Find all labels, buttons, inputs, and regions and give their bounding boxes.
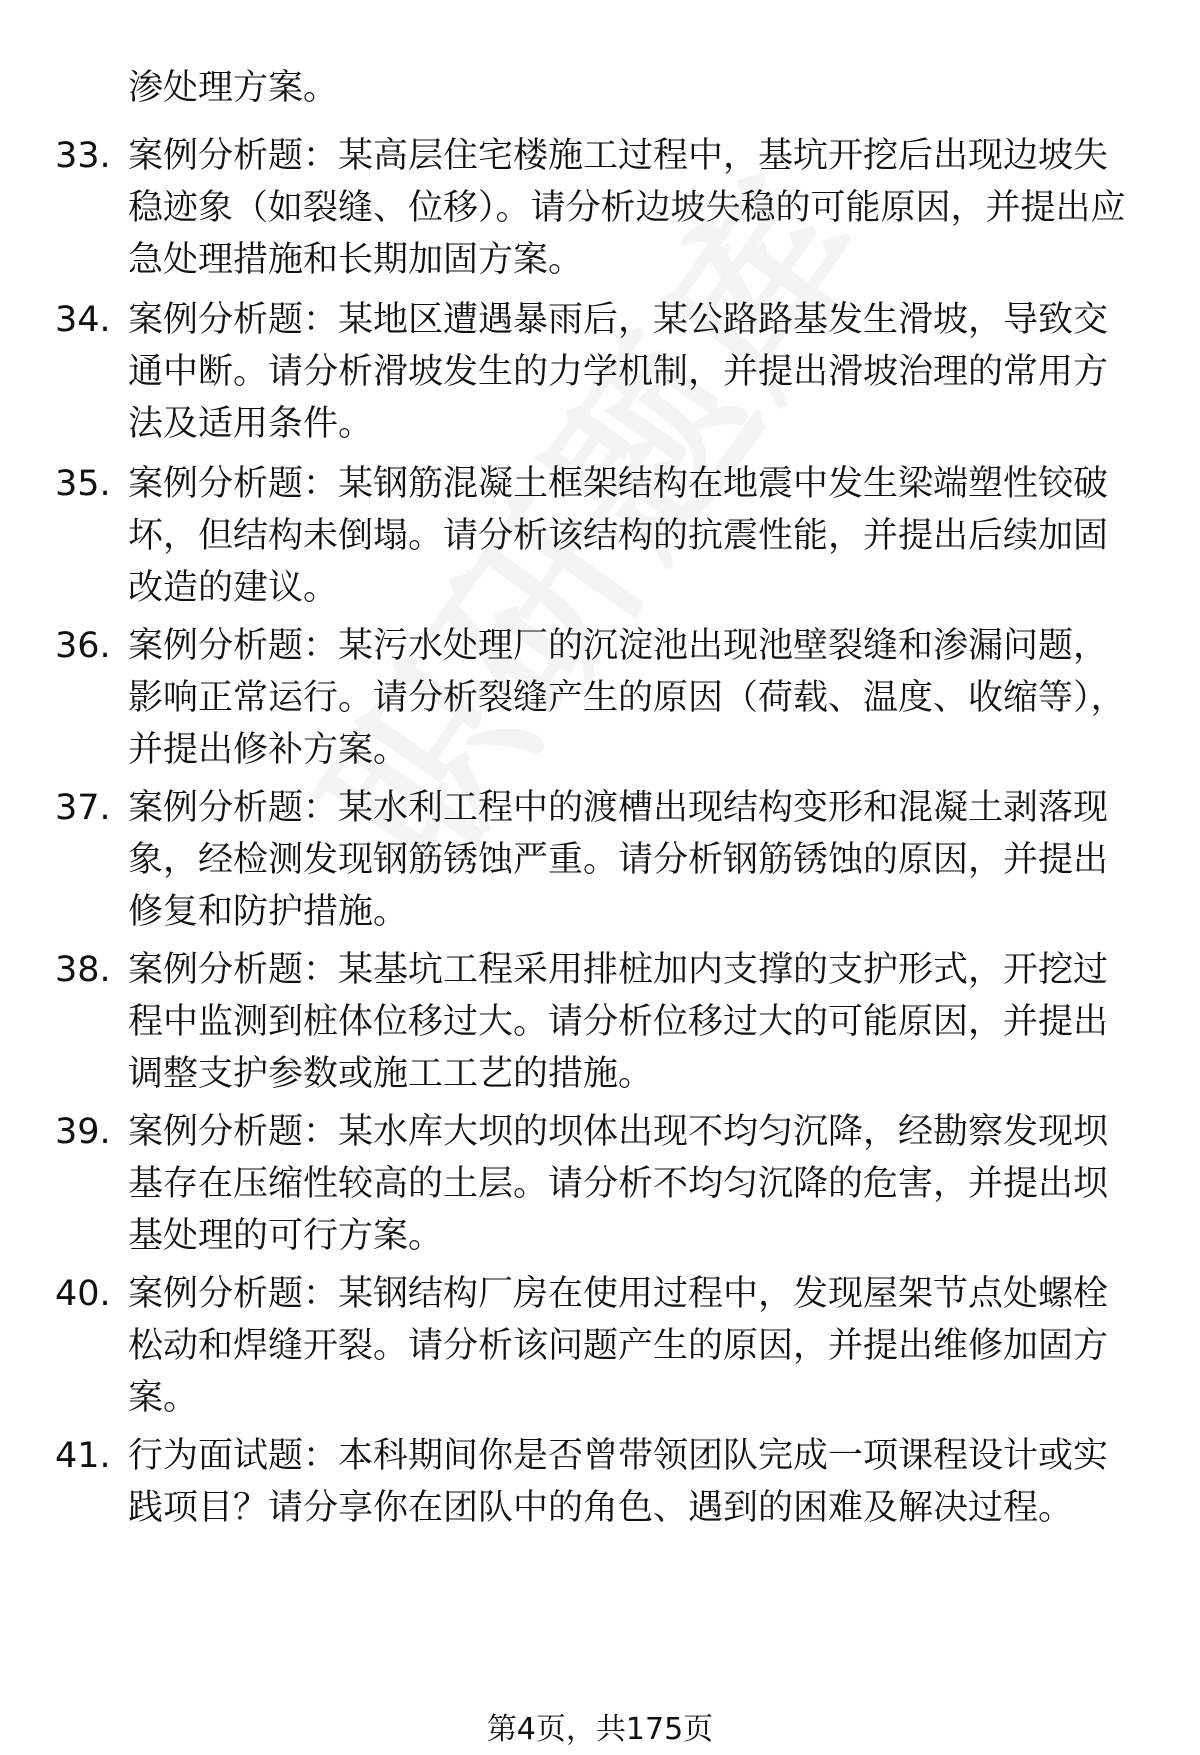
question-number: 37. bbox=[55, 788, 111, 828]
continuation-text: 渗处理方案。 bbox=[128, 68, 339, 108]
question-number: 33. bbox=[55, 136, 111, 176]
question-number: 40. bbox=[55, 1274, 111, 1314]
question-text: 案例分析题：某高层住宅楼施工过程中，基坑开挖后出现边坡失稳迹象（如裂缝、位移）。请分析边坡失稳的可能原因，并提出应急处理措施和长期加固方案。 bbox=[128, 136, 1126, 280]
question-number: 34. bbox=[55, 300, 111, 340]
question-text: 案例分析题：某钢筋混凝土框架结构在地震中发生梁端塑性铰破坏，但结构未倒塌。请分析该结构的抗震性能，并提出后续加固改造的建议。 bbox=[128, 464, 1109, 608]
question-number: 41. bbox=[55, 1436, 111, 1476]
question-text: 行为面试题：本科期间你是否曾带领团队完成一项课程设计或实践项目？请分享你在团队中的角色、遇到的困难及解决过程。 bbox=[128, 1436, 1109, 1528]
question-text: 案例分析题：某水库大坝的坝体出现不均匀沉降，经勘察发现坝基存在压缩性较高的土层。请分析不均匀沉降的危害，并提出坝基处理的可行方案。 bbox=[128, 1112, 1109, 1256]
question-text: 案例分析题：某基坑工程采用排桩加内支撑的支护形式，开挖过程中监测到桩体位移过大。请分析位移过大的可能原因，并提出调整支护参数或施工工艺的措施。 bbox=[128, 950, 1109, 1094]
question-text: 案例分析题：某水利工程中的渡槽出现结构变形和混凝土剥落现象，经检测发现钢筋锈蚀严重。请分析钢筋锈蚀的原因，并提出修复和防护措施。 bbox=[128, 788, 1109, 932]
question-text: 案例分析题：某污水处理厂的沉淀池出现池壁裂缝和渗漏问题，影响正常运行。请分析裂缝产生的原因（荷载、温度、收缩等），并提出修补方案。 bbox=[128, 626, 1126, 770]
question-number: 38. bbox=[55, 950, 111, 990]
question-number: 36. bbox=[55, 626, 111, 666]
page-footer: 第4页，共175页 bbox=[486, 1712, 714, 1747]
question-number: 35. bbox=[55, 464, 111, 504]
question-text: 案例分析题：某地区遭遇暴雨后，某公路路基发生滑坡，导致交通中断。请分析滑坡发生的力学机制，并提出滑坡治理的常用方法及适用条件。 bbox=[128, 300, 1109, 444]
question-number: 39. bbox=[55, 1112, 111, 1152]
question-text: 案例分析题：某钢结构厂房在使用过程中，发现屋架节点处螺栓松动和焊缝开裂。请分析该问题产生的原因，并提出维修加固方案。 bbox=[128, 1274, 1109, 1418]
